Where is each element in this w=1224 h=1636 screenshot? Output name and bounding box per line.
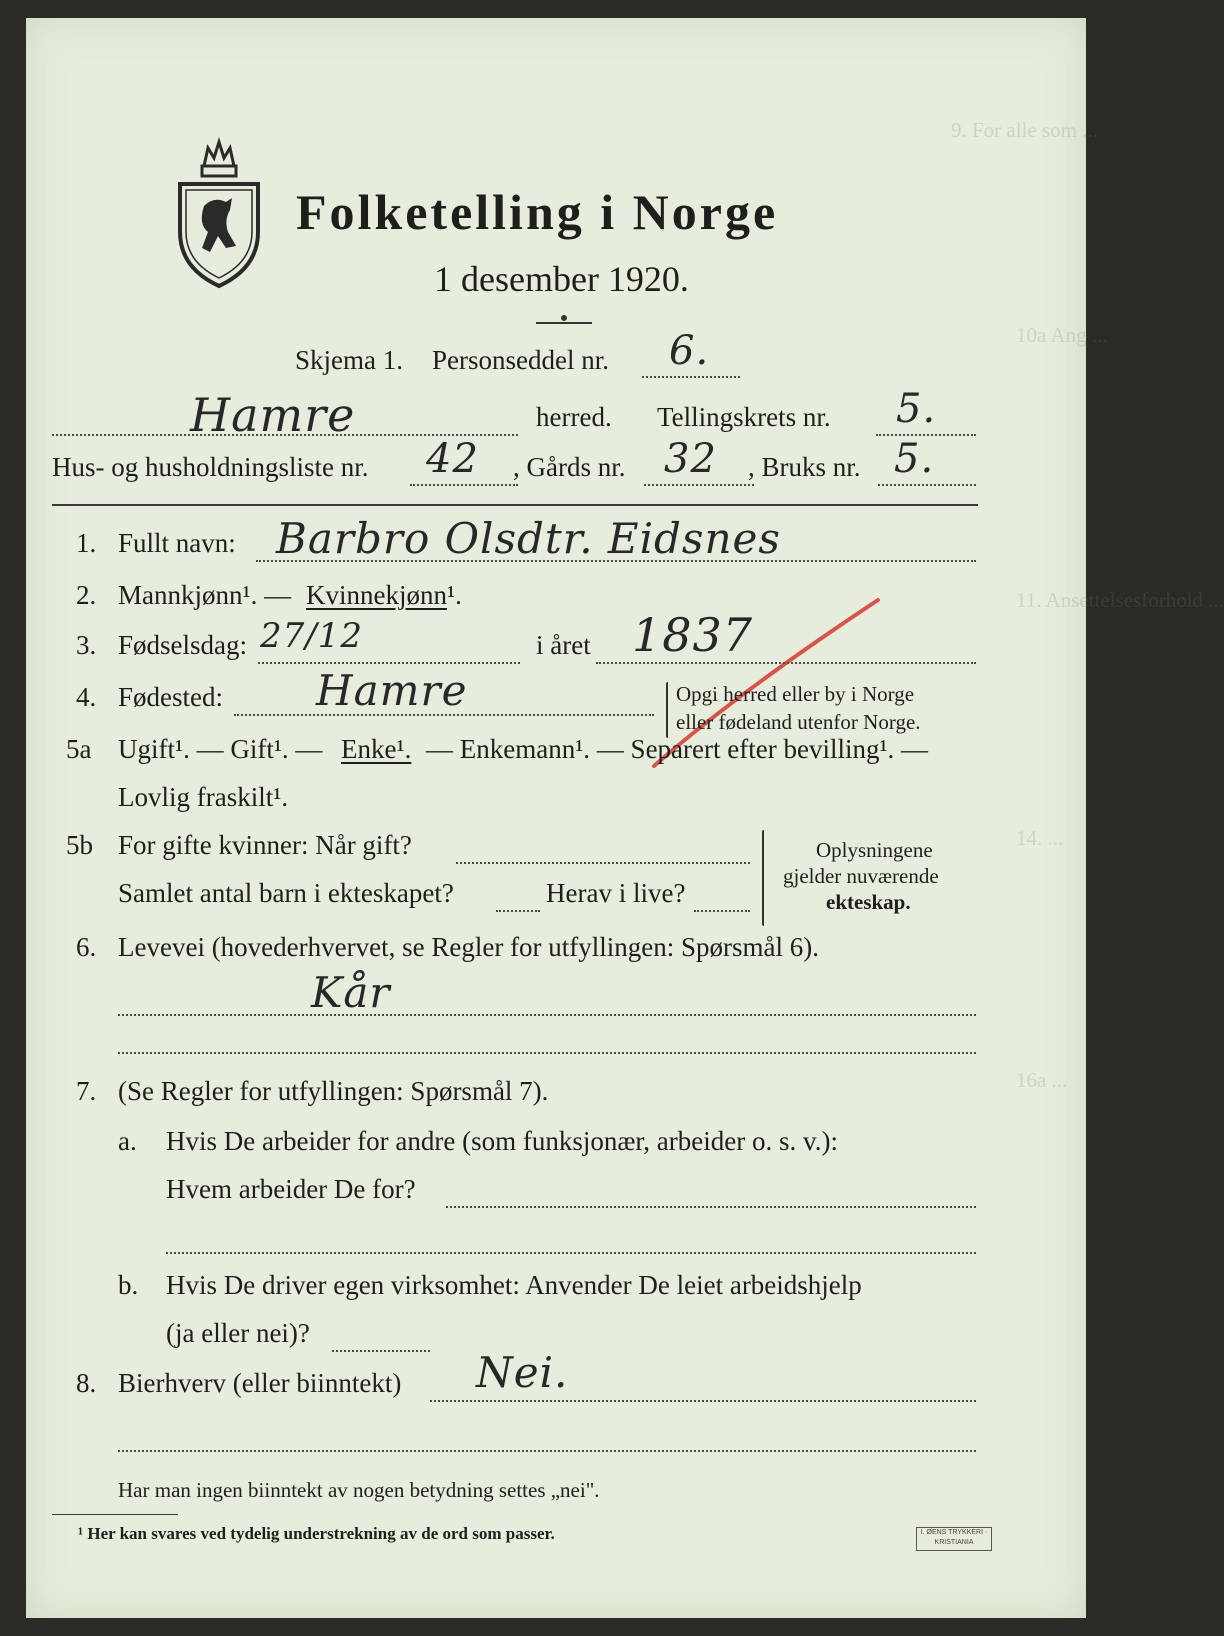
marital-enke-option[interactable]: Enke¹. — [341, 734, 412, 764]
q7a-sub-label: Hvem arbeider De for? — [166, 1174, 416, 1204]
marital-fraskilt-option[interactable]: Lovlig fraskilt¹. — [118, 782, 289, 812]
q5b-number: 5b — [66, 830, 93, 860]
form-date: 1 desember 1920. — [434, 259, 689, 299]
q5b-married-when-label: For gifte kvinner: Når gift? — [118, 830, 412, 860]
bruks-value[interactable]: 5. — [894, 436, 935, 482]
q6-label: Levevei (hovederhvervet, se Regler for utfyllingen: Spørsmål 6). — [118, 932, 820, 962]
q7a-label: Hvis De arbeider for andre (som funksjonær, arbeider o. s. v.): — [166, 1126, 838, 1156]
birth-date-value[interactable]: 27/12 — [260, 616, 363, 656]
sex-female-option[interactable]: Kvinnekjønn — [306, 580, 447, 610]
ghost-text: 14. ... — [1016, 826, 1064, 850]
children-alive-field[interactable] — [694, 910, 750, 912]
q8-label: Bierhverv (eller biinntekt) — [118, 1368, 402, 1398]
marital-ugift-gift-options[interactable]: Ugift¹. — Gift¹. — — [118, 734, 323, 764]
hired-help-field[interactable] — [332, 1350, 430, 1352]
schema-label: Skjema 1. — [295, 345, 403, 375]
form-title: Folketelling i Norge — [296, 184, 779, 240]
children-count-field[interactable] — [496, 910, 540, 912]
tellingskrets-label: Tellingskrets nr. — [657, 402, 831, 432]
q7b-number: b. — [118, 1270, 139, 1300]
q8-number: 8. — [76, 1368, 97, 1398]
printer-stamp: I. ØENS TRYKKERI · KRISTIANIA — [916, 1527, 992, 1551]
gards-label: , Gårds nr. — [513, 452, 626, 482]
gards-value[interactable]: 32 — [664, 436, 717, 482]
q4-number: 4. — [76, 682, 97, 712]
married-when-field[interactable] — [456, 862, 750, 864]
personseddel-label: Personseddel nr. — [432, 345, 609, 375]
personseddel-value[interactable]: 6. — [669, 328, 710, 374]
q5a-number: 5a — [66, 734, 92, 764]
q5b-note-2: gjelder nuværende — [783, 864, 939, 888]
q2-number: 2. — [76, 580, 97, 610]
q7b-label: Hvis De driver egen virksomhet: Anvender De leiet arbeidshjelp — [166, 1270, 862, 1300]
q3-number: 3. — [76, 630, 97, 660]
census-form-page — [26, 18, 1224, 1618]
ghost-text: 11. Ansettelsesforhold ... — [1016, 588, 1224, 612]
q5b-alive-label: Herav i live? — [546, 878, 686, 908]
secondary-income-value[interactable]: Nei. — [476, 1348, 569, 1397]
tellingskrets-value[interactable]: 5. — [896, 386, 937, 432]
employer-field[interactable] — [446, 1206, 976, 1208]
herred-value[interactable]: Hamre — [190, 388, 356, 442]
q4-note-2: eller fødeland utenfor Norge. — [676, 710, 921, 734]
herred-label: herred. — [536, 402, 612, 432]
q3-label: Fødselsdag: — [118, 630, 248, 660]
footnote-text: ¹ Her kan svares ved tydelig understrekning av de ord som passer. — [78, 1524, 555, 1543]
q4-label: Fødested: — [118, 682, 223, 712]
birthplace-value[interactable]: Hamre — [316, 666, 468, 715]
q5b-note-1: Oplysningene — [816, 838, 933, 862]
q5b-children-label: Samlet antal barn i ekteskapet? — [118, 878, 454, 908]
ghost-text: 16a ... — [1016, 1068, 1068, 1092]
full-name-value[interactable]: Barbro Olsdtr. Eidsnes — [276, 514, 781, 563]
q7-label: (Se Regler for utfyllingen: Spørsmål 7). — [118, 1076, 549, 1106]
q4-note-1: Opgi herred eller by i Norge — [676, 682, 915, 706]
q5b-note-3: ekteskap. — [826, 890, 911, 914]
coat-of-arms-icon — [174, 136, 264, 288]
birth-year-value[interactable]: 1837 — [632, 608, 754, 662]
footnote-mark: ¹. — [447, 580, 462, 610]
title-divider — [534, 314, 594, 328]
ghost-text: 9. For alle som ... — [951, 118, 1098, 142]
q7-number: 7. — [76, 1076, 97, 1106]
q7b-sub-label: (ja eller nei)? — [166, 1318, 310, 1348]
hus-value[interactable]: 42 — [426, 436, 479, 482]
footer-note: Har man ingen biinntekt av nogen betydning settes „nei". — [118, 1478, 600, 1502]
marital-other-options[interactable]: — Enkemann¹. — Separert efter bevilling¹. — — [426, 734, 929, 764]
q6-number: 6. — [76, 932, 97, 962]
hus-label: Hus- og husholdningsliste nr. — [52, 452, 369, 482]
q3-year-label: i året — [536, 630, 591, 660]
q1-number: 1. — [76, 528, 97, 558]
sex-male-option[interactable]: Mannkjønn¹. — — [118, 580, 292, 610]
bruks-label: , Bruks nr. — [748, 452, 861, 482]
occupation-value[interactable]: Kår — [311, 968, 391, 1017]
q1-label: Fullt navn: — [118, 528, 236, 558]
header-rule — [52, 504, 978, 506]
q7a-number: a. — [118, 1126, 137, 1156]
ghost-text: 10a Ang ... — [1016, 323, 1108, 347]
